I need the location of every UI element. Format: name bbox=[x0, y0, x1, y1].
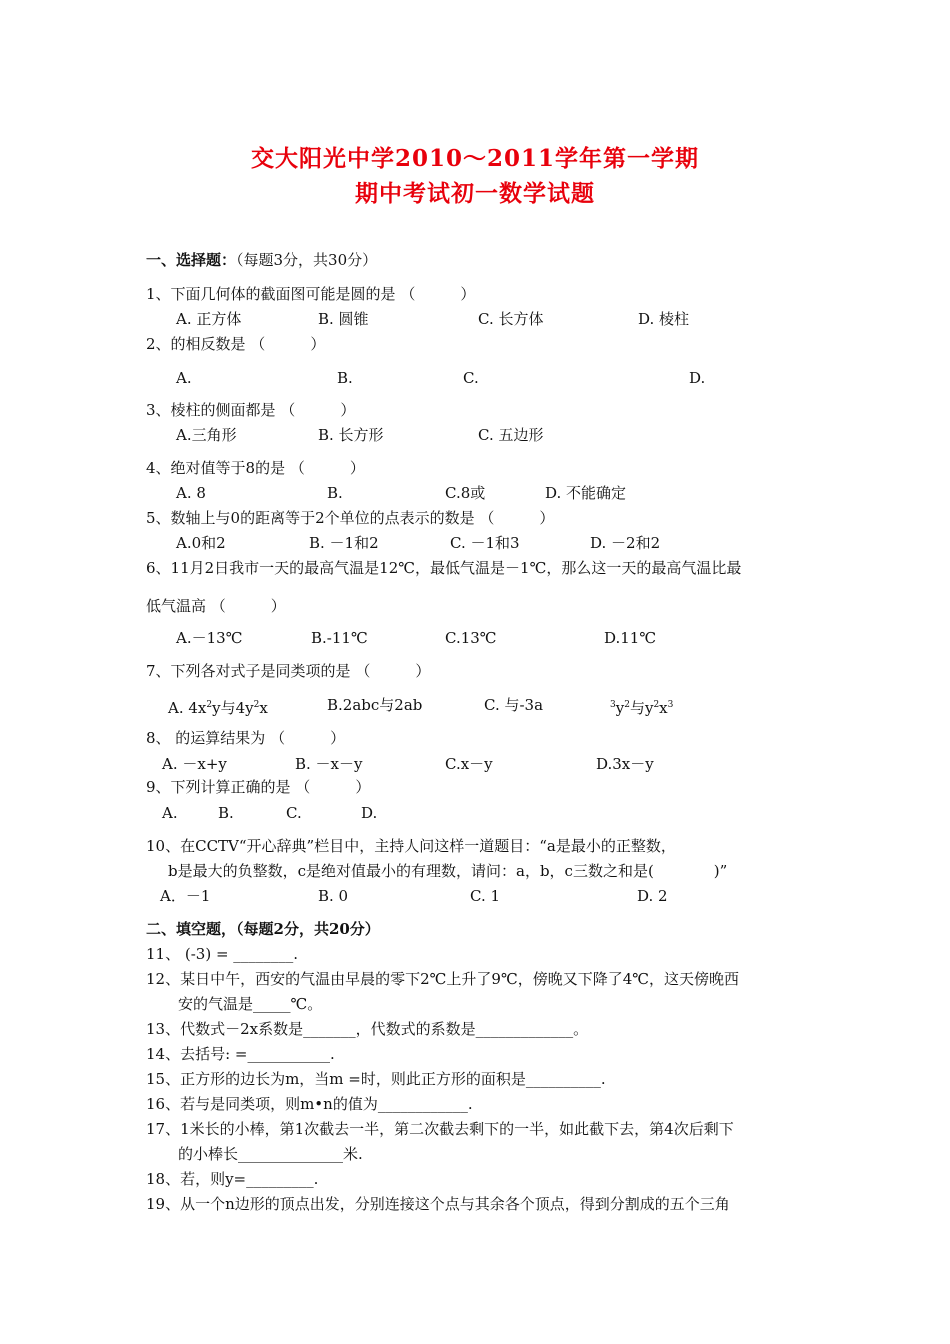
exam-title-line2: 期中考试初一数学试题 bbox=[355, 180, 595, 207]
q5-option-d: D. －2和2 bbox=[590, 534, 661, 552]
q8-stem: 8、 的运算结果为 （ ） bbox=[146, 729, 346, 747]
q5-stem: 5、数轴上与0的距离等于2个单位的点表示的数是 （ ） bbox=[146, 509, 555, 527]
q5-option-a: A.0和2 bbox=[176, 534, 226, 552]
q10-option-a: A．－1 bbox=[160, 887, 211, 905]
q3-option-b: B. 长方形 bbox=[318, 426, 384, 444]
q11: 11、 (-3) = ________. bbox=[146, 945, 299, 963]
q5-option-b: B. －1和2 bbox=[309, 534, 379, 552]
q1-option-a: A. 正方体 bbox=[176, 310, 242, 328]
q4-option-c: C.8或 bbox=[445, 484, 486, 502]
q15: 15、正方形的边长为m，当m =时，则此正方形的面积是__________. bbox=[146, 1070, 606, 1088]
q4-option-a: A. 8 bbox=[176, 484, 206, 502]
section1-header bbox=[146, 250, 377, 270]
q10-option-b: B. 0 bbox=[318, 887, 349, 905]
section1-note: （每题3分，共30分） bbox=[236, 251, 378, 269]
q6-stem-line1: 6、11月2日我市一天的最高气温是12℃，最低气温是－1℃，那么这一天的最高气温比最 bbox=[146, 559, 742, 577]
q4-option-d: D. 不能确定 bbox=[545, 484, 627, 502]
q6-option-c: C.13℃ bbox=[445, 629, 497, 647]
q9-stem: 9、下列计算正确的是 （ ） bbox=[146, 778, 371, 796]
exam-title-line1: 交大阳光中学2010～2011学年第一学期 bbox=[250, 145, 700, 172]
q9-option-d: D. bbox=[361, 804, 378, 822]
q18: 18、若，则y=_________. bbox=[146, 1170, 319, 1188]
q3-stem: 3、棱柱的侧面都是 （ ） bbox=[146, 401, 356, 419]
q6-option-d: D.11℃ bbox=[604, 629, 657, 647]
q7-option-c: C. 与-3a bbox=[484, 696, 544, 714]
q1-stem: 1、下面几何体的截面图可能是圆的是 （ ） bbox=[146, 285, 476, 303]
q7-option-b: B.2abc与2ab bbox=[327, 696, 423, 714]
q2-option-a: A. bbox=[176, 369, 192, 387]
q17-line2: 的小棒长______________米. bbox=[178, 1145, 363, 1163]
q6-option-a: A.－13℃ bbox=[176, 629, 243, 647]
q2-option-b: B. bbox=[337, 369, 353, 387]
q9-option-a: A. bbox=[162, 804, 178, 822]
q1-option-b: B. 圆锥 bbox=[318, 310, 369, 328]
section1-heading: 一、选择题： bbox=[146, 251, 237, 269]
q8-option-a: A. －x+y bbox=[162, 755, 227, 773]
q19: 19、从一个n边形的顶点出发，分别连接这个点与其余各个顶点，得到分割成的五个三角 bbox=[146, 1195, 730, 1213]
q1-option-d: D. 棱柱 bbox=[638, 310, 690, 328]
q2-option-c: C. bbox=[463, 369, 479, 387]
q6-stem-line2: 低气温高 （ ） bbox=[146, 597, 286, 615]
q3-option-c: C. 五边形 bbox=[478, 426, 544, 444]
q8-option-c: C.x－y bbox=[445, 755, 493, 773]
q13: 13、代数式－2x系数是_______，代数式的系数是_____________。 bbox=[146, 1020, 589, 1038]
q17-line1: 17、1米长的小棒，第1次截去一半，第二次截去剩下的一半，如此截下去，第4次后剩下 bbox=[146, 1120, 734, 1138]
q2-option-d: D. bbox=[689, 369, 706, 387]
section2-heading: 二、填空题，（每题2分，共20分） bbox=[146, 920, 380, 938]
q7-option-a: A. $4x^2y$与$4y^2x$ bbox=[168, 699, 268, 717]
q12-line2: 安的气温是_____℃。 bbox=[178, 995, 323, 1013]
q4-stem: 4、绝对值等于8的是 （ ） bbox=[146, 459, 365, 477]
q3-option-a: A.三角形 bbox=[176, 426, 237, 444]
q6-option-b: B.-11℃ bbox=[311, 629, 368, 647]
q10-option-c: C. 1 bbox=[470, 887, 501, 905]
q10-stem-line1: 10、在CCTV“开心辞典”栏目中，主持人问这样一道题目：“a是最小的正整数， bbox=[146, 837, 676, 855]
q8-option-b: B. －x－y bbox=[295, 755, 363, 773]
q14: 14、去括号: =___________. bbox=[146, 1045, 335, 1063]
q7-stem: 7、下列各对式子是同类项的是 （ ） bbox=[146, 662, 431, 680]
q5-option-c: C. －1和3 bbox=[450, 534, 520, 552]
q9-option-b: B. bbox=[218, 804, 234, 822]
q12-line1: 12、某日中午，西安的气温由早晨的零下2℃上升了9℃，傍晚又下降了4℃，这天傍晚西 bbox=[146, 970, 740, 988]
q4-option-b: B. bbox=[327, 484, 343, 502]
q9-option-c: C. bbox=[286, 804, 302, 822]
q7-option-d: $^3y^2$与$y^2x^3$ bbox=[610, 699, 674, 717]
q1-option-c: C. 长方体 bbox=[478, 310, 544, 328]
q10-stem-line2: b是最大的负整数，c是绝对值最小的有理数，请问：a，b，c三数之和是( )” bbox=[168, 862, 728, 880]
q16: 16、若与是同类项，则m•n的值为____________. bbox=[146, 1095, 473, 1113]
q2-stem: 2、的相反数是 （ ） bbox=[146, 335, 326, 353]
q10-option-d: D. 2 bbox=[637, 887, 668, 905]
q8-option-d: D.3x－y bbox=[596, 755, 654, 773]
